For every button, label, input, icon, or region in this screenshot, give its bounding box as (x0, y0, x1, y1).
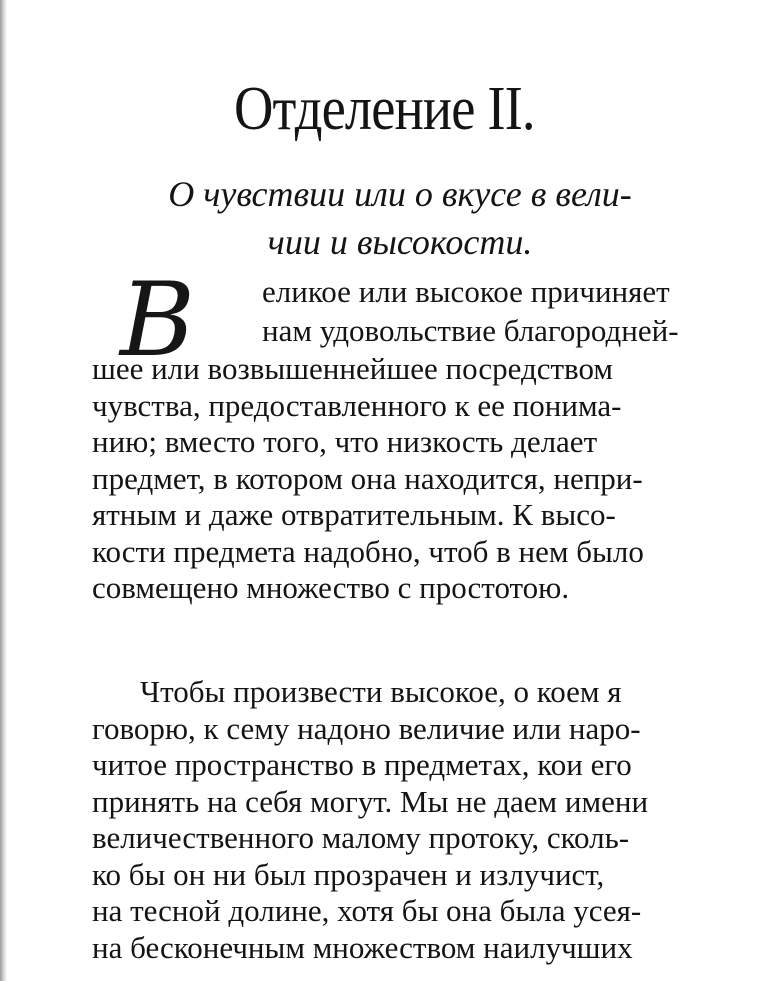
paragraph-1-line: предмет, в котором она находится, непри- (92, 460, 643, 496)
paragraph-2-line: на бесконечным множеством наилучших (92, 929, 633, 965)
page-edge-shadow (0, 0, 7, 981)
paragraph-1-line: чувства, предоставленного к ее понима- (92, 387, 622, 423)
paragraph-2-line: ко бы он ни был прозрачен и излучист, (92, 856, 605, 892)
paragraph-2-line: величественного малому протоку, сколь- (92, 820, 630, 855)
paragraph-2-line: говорю, к сему надоно величие или наро- (92, 710, 641, 746)
paragraph-1-line: совмещено множество с простотою. (92, 570, 570, 605)
paragraph-1-line: нам удовольствие благородней- (262, 312, 679, 348)
paragraph-1-line: ятным и даже отвратительным. К высо- (92, 497, 616, 532)
paragraph-1-line: шее или возвышеннейшее посредством (92, 351, 613, 386)
drop-cap-letter: В (120, 261, 195, 380)
paragraph-2-line: на тесной долине, хотя бы она была усея- (92, 893, 642, 928)
paragraph-1-line: кости предмета надобно, чтоб в нем было (92, 533, 644, 569)
paragraph-2-line: читое пространство в предметах, кои его (92, 747, 632, 782)
paragraph-1-line: нию; вместо того, что низкость делает (92, 424, 598, 459)
subtitle-line-1: О чувствии или о вкусе в вели- (168, 174, 632, 214)
paragraph-2-line: принять на себя могут. Мы не даем имени (92, 783, 649, 819)
section-subtitle (80, 170, 720, 266)
paragraph-2-line: Чтобы произвести высокое, о коем я (140, 674, 622, 709)
subtitle-line-2: чии и высокости. (267, 222, 533, 262)
section-title: Отделение II. (233, 75, 535, 143)
paragraph-1-line: еликое или высокое причиняет (262, 274, 670, 309)
